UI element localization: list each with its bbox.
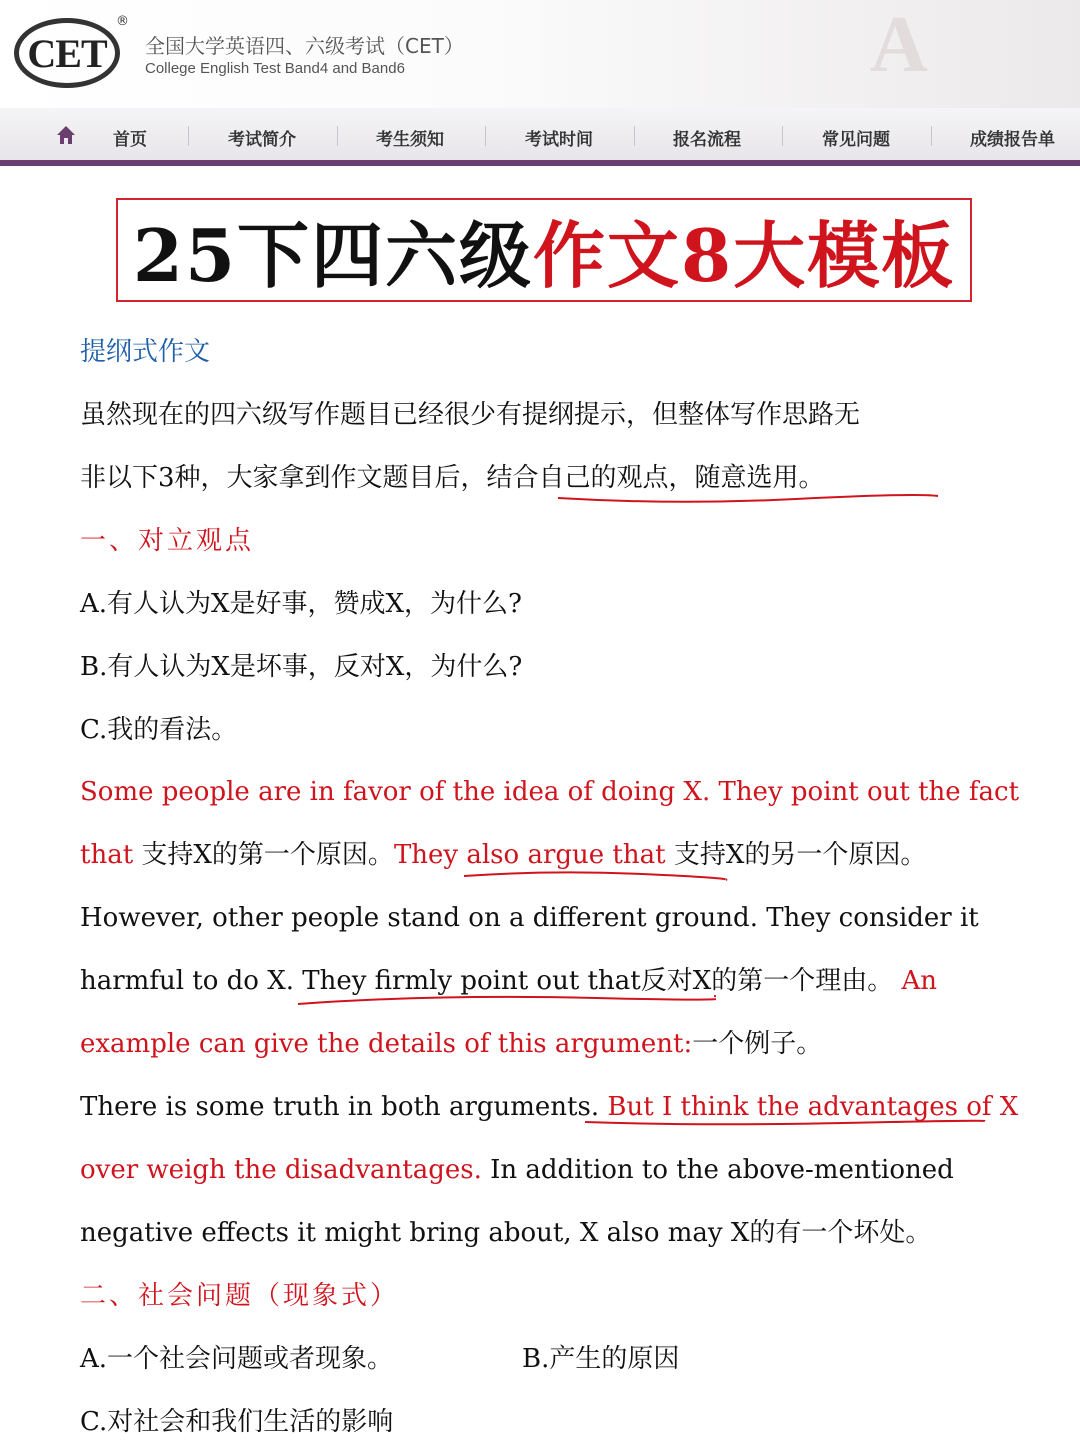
template-red-text: An <box>901 966 938 996</box>
template-en-text: negative effects it might bring about, X also may <box>80 1218 731 1248</box>
nav-divider <box>782 126 783 146</box>
nav-home[interactable]: 首页 <box>113 130 147 150</box>
template-cn-text: 反对X的第一个理由。 <box>640 966 894 996</box>
nav-divider <box>485 126 486 146</box>
intro-line-1: 虽然现在的四六级写作题目已经很少有提纲提示，但整体写作思路无 <box>80 400 861 430</box>
template-cn-text: 一个例子。 <box>692 1029 823 1059</box>
header-watermark: A <box>870 1 928 89</box>
outline-item-a: A.一个社会问题或者现象。 <box>80 1344 394 1374</box>
underline-mark <box>296 992 716 1008</box>
home-icon[interactable] <box>56 125 76 145</box>
section-heading: 提纲式作文 <box>80 337 211 367</box>
site-header <box>0 0 1080 108</box>
template-red-text: example can give the details of this argument: <box>80 1029 693 1059</box>
intro-text: 非以下3种，大家拿到作文题目后， <box>80 463 487 493</box>
template-cn-text: X的有一个坏处。 <box>730 1218 932 1248</box>
section-1-heading: 一、对立观点 <box>80 526 255 556</box>
template-red-text: over weigh the disadvantages. <box>80 1155 482 1185</box>
template-red-text: But I think the advantages of X <box>607 1092 1019 1122</box>
outline-item-a: A.有人认为X是好事，赞成X，为什么? <box>80 589 523 619</box>
site-title-en: College English Test Band4 and Band6 <box>145 60 405 77</box>
nav-divider <box>931 126 932 146</box>
site-title-cn: 全国大学英语四、六级考试（CET） <box>145 34 464 58</box>
main-nav <box>0 108 1080 166</box>
nav-exam-intro[interactable]: 考试简介 <box>228 130 296 150</box>
logo-text: CET <box>27 30 107 76</box>
registered-mark: ® <box>116 14 129 29</box>
template-en-text: There is some truth in both arguments. <box>80 1092 608 1122</box>
underline-mark <box>462 866 728 882</box>
outline-item-c: C.对社会和我们生活的影响 <box>80 1407 394 1437</box>
template-p2-line3 <box>80 1026 822 1062</box>
nav-registration[interactable]: 报名流程 <box>673 130 741 150</box>
nav-candidate-notice[interactable]: 考生须知 <box>376 130 444 150</box>
template-en-text: In addition to the above-mentioned <box>481 1155 954 1185</box>
template-p2-line1: However, other people stand on a different ground. They consider it <box>80 903 979 933</box>
template-red-text: They also argue that <box>393 840 674 870</box>
template-red-text: that <box>80 840 142 870</box>
title-red-part: 作文8大模板 <box>533 213 956 298</box>
outline-item-b: B.产生的原因 <box>522 1344 680 1374</box>
nav-faq[interactable]: 常见问题 <box>822 130 890 150</box>
underline-mark <box>556 490 940 506</box>
template-p3-line2 <box>80 1152 954 1188</box>
template-cn-text: 支持X的另一个原因。 <box>673 840 927 870</box>
template-p1-line1: Some people are in favor of the idea of doing X. They point out the fact <box>80 777 1020 807</box>
underline-mark <box>583 1116 987 1132</box>
nav-divider <box>337 126 338 146</box>
nav-divider <box>634 126 635 146</box>
intro-highlight: 结合自己的观点，随意选用。 <box>486 463 825 493</box>
page-title <box>116 198 972 302</box>
nav-divider <box>188 126 189 146</box>
title-black-part: 25下四六级 <box>132 213 534 298</box>
outline-item-c: C.我的看法。 <box>80 715 238 745</box>
nav-score-report[interactable]: 成绩报告单 <box>970 130 1055 150</box>
template-en-text: harmful to do X. They firmly point out that <box>80 966 641 996</box>
template-p3-line3 <box>80 1215 931 1251</box>
cet-logo[interactable] <box>14 18 120 88</box>
template-cn-text: 支持X的第一个原因。 <box>141 840 394 870</box>
nav-exam-time[interactable]: 考试时间 <box>525 130 593 150</box>
outline-item-b: B.有人认为X是坏事，反对X，为什么? <box>80 652 523 682</box>
section-2-heading: 二、社会问题（现象式） <box>80 1281 400 1311</box>
